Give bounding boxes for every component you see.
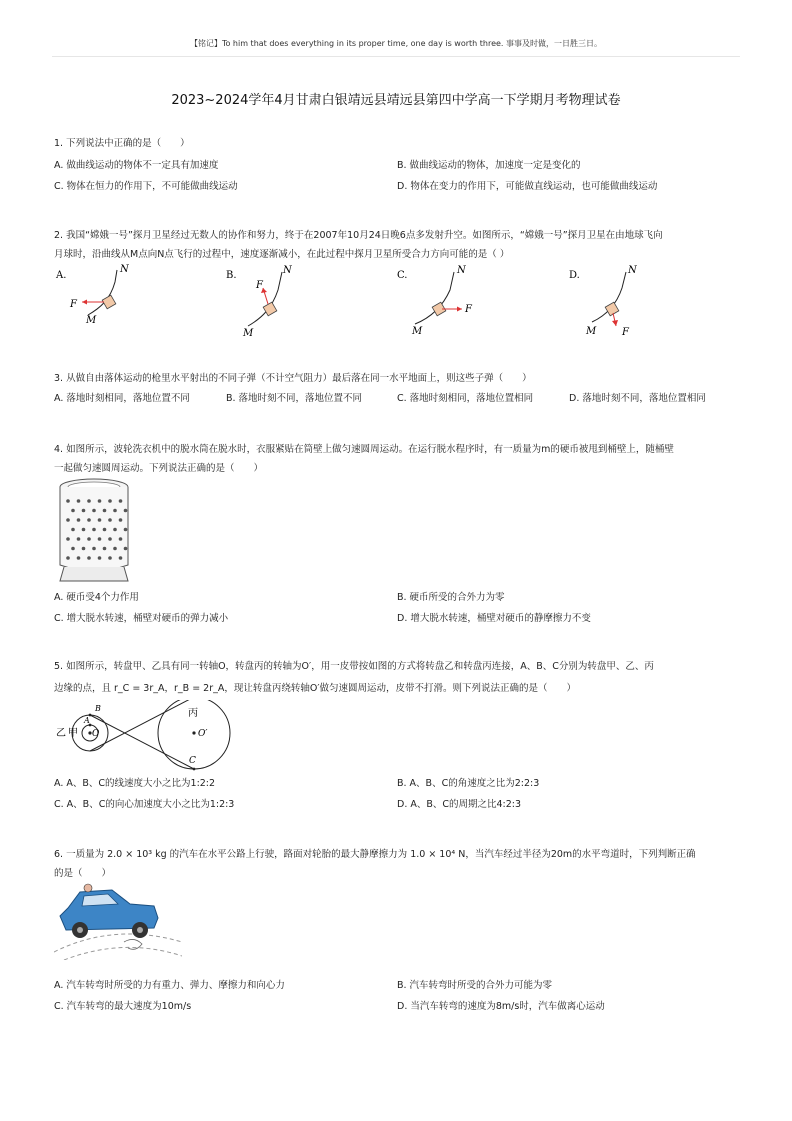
drum-hole bbox=[124, 547, 128, 551]
drum-hole bbox=[98, 499, 102, 503]
q6-option-d: D. 当汽车转弯的速度为8m/s时，汽车做离心运动 bbox=[397, 1001, 605, 1012]
drum-hole bbox=[103, 509, 107, 513]
label-o: O bbox=[92, 729, 100, 739]
q5-option-a: A. A、B、C的线速度大小之比为1:2:2 bbox=[54, 778, 216, 789]
q2-label-b: B. bbox=[226, 270, 237, 281]
drum-hole bbox=[98, 537, 102, 541]
drum-hole bbox=[87, 537, 91, 541]
q6-option-a: A. 汽车转弯时所受的力有重力、弹力、摩擦力和向心力 bbox=[54, 980, 285, 991]
drum-hole bbox=[113, 528, 117, 532]
q4-stem-line1: 4. 如图所示，波轮洗衣机中的脱水筒在脱水时，衣服紧贴在筒壁上做匀速圆周运动。在运行脱水程序时，有一质量为m的硬币被甩到桶壁上，随桶壁 bbox=[54, 444, 674, 455]
trajectory-curve-a bbox=[88, 270, 117, 315]
header-motto: 【铭记】To him that does everything in its proper time, one day is worth three. 事事及时做，一日胜三日。 bbox=[189, 39, 603, 48]
drum-hole bbox=[66, 499, 70, 503]
q6-stem-line2: 的是（ ） bbox=[54, 868, 112, 879]
belt-cross-2 bbox=[90, 700, 194, 751]
point-n-d: N bbox=[628, 265, 637, 276]
label-yi: 乙 bbox=[56, 728, 66, 739]
car-on-curve-figure bbox=[54, 882, 182, 960]
drum-hole bbox=[119, 518, 123, 522]
q5-stem-line2: 边缘的点，且 r_C = 3r_A，r_B = 2r_A，现让转盘丙绕转轴O′做匀速圆周运动，皮带不打滑。则下列说法正确的是（ ） bbox=[54, 683, 577, 694]
q1-option-a: A. 做曲线运动的物体不一定具有加速度 bbox=[54, 160, 219, 171]
drum-hole bbox=[71, 528, 75, 532]
point-n-b: N bbox=[283, 265, 292, 276]
hubcap-rear bbox=[77, 927, 83, 933]
drum-hole bbox=[124, 528, 128, 532]
drum-hole bbox=[66, 537, 70, 541]
drum-hole bbox=[87, 518, 91, 522]
q2-figure-a bbox=[55, 264, 130, 326]
drum-hole bbox=[77, 518, 81, 522]
drum-hole bbox=[77, 537, 81, 541]
q5-option-d: D. A、B、C的周期之比4:2:3 bbox=[397, 799, 522, 810]
drum-hole bbox=[108, 518, 112, 522]
q6-stem-line1: 6. 一质量为 2.0 × 10³ kg 的汽车在水平公路上行驶，路面对轮胎的最大静摩擦力为 1.0 × 10⁴ N，当汽车经过半径为20m的水平弯道时，下列判断正确 bbox=[54, 849, 696, 860]
trajectory-curve-c bbox=[415, 272, 454, 324]
drum-hole bbox=[113, 509, 117, 513]
drum-hole bbox=[92, 509, 96, 513]
trajectory-curve-b bbox=[248, 272, 282, 326]
drum-hole bbox=[124, 509, 128, 513]
drum-hole bbox=[71, 509, 75, 513]
road-curve-inner bbox=[64, 947, 182, 960]
q3-option-c: C. 落地时刻相同，落地位置相同 bbox=[397, 393, 534, 404]
q2-label-d: D. bbox=[569, 270, 580, 281]
axis-o-prime-dot bbox=[192, 731, 195, 734]
q2-label-c: C. bbox=[397, 270, 408, 281]
drum-hole bbox=[82, 547, 86, 551]
drum-hole bbox=[108, 556, 112, 560]
point-n-c: N bbox=[457, 265, 466, 276]
hubcap-front bbox=[137, 927, 143, 933]
pulley-belt-figure bbox=[52, 700, 232, 772]
drum-hole bbox=[66, 518, 70, 522]
drum-hole bbox=[103, 547, 107, 551]
q5-option-c: C. A、B、C的向心加速度大小之比为1:2:3 bbox=[54, 799, 235, 810]
drum-hole bbox=[82, 528, 86, 532]
force-f-b: F bbox=[256, 280, 263, 291]
q5-option-b: B. A、B、C的角速度之比为2:2:3 bbox=[397, 778, 540, 789]
force-arrowhead-a bbox=[82, 300, 87, 305]
drum-hole bbox=[113, 547, 117, 551]
force-arrowhead-d bbox=[612, 320, 618, 326]
drum-hole bbox=[108, 499, 112, 503]
drum-hole bbox=[92, 547, 96, 551]
drum-hole bbox=[87, 499, 91, 503]
road-curve-outer bbox=[54, 934, 182, 952]
label-o-prime: O′ bbox=[198, 729, 208, 739]
q6-option-b: B. 汽车转弯时所受的合外力可能为零 bbox=[397, 980, 553, 991]
drum-base bbox=[60, 567, 128, 581]
q2-figures bbox=[0, 260, 792, 340]
q3-stem: 3. 从做自由落体运动的枪里水平射出的不同子弹（不计空气阻力）最后落在同一水平地面上，则这些子弹（ ） bbox=[54, 373, 532, 384]
q4-option-d: D. 增大脱水转速，桶壁对硬币的静摩擦力不变 bbox=[397, 613, 591, 624]
drum-hole bbox=[98, 518, 102, 522]
label-jia: 甲 bbox=[68, 728, 78, 739]
drum-hole bbox=[77, 499, 81, 503]
q2-stem-line2: 月球时，沿曲线从M点向N点飞行的过程中，速度逐渐减小，在此过程中探月卫星所受合力方向可能的是（ ） bbox=[54, 249, 510, 260]
satellite-a bbox=[102, 295, 116, 309]
driver-head bbox=[84, 884, 92, 892]
drum-hole bbox=[108, 537, 112, 541]
q3-option-a: A. 落地时刻相同，落地位置不同 bbox=[54, 393, 190, 404]
force-f-a: F bbox=[70, 299, 77, 310]
q2-figure-d bbox=[569, 265, 638, 338]
point-c-dot bbox=[193, 768, 196, 771]
spin-dryer-drum-figure bbox=[54, 477, 134, 585]
q3-option-b: B. 落地时刻不同，落地位置不同 bbox=[226, 393, 363, 404]
q1-option-b: B. 做曲线运动的物体，加速度一定是变化的 bbox=[397, 160, 581, 171]
q4-stem-line2: 一起做匀速圆周运动。下列说法正确的是（ ） bbox=[54, 463, 264, 474]
q4-option-b: B. 硬币所受的合外力为零 bbox=[397, 592, 505, 603]
drum-hole bbox=[119, 537, 123, 541]
q4-option-c: C. 增大脱水转速，桶壁对硬币的弹力减小 bbox=[54, 613, 229, 624]
satellite-b bbox=[263, 302, 277, 316]
force-arrowhead-c bbox=[457, 307, 462, 312]
drum-hole bbox=[66, 556, 70, 560]
drum-hole bbox=[82, 509, 86, 513]
force-f-d: F bbox=[622, 327, 629, 338]
drum-hole bbox=[92, 528, 96, 532]
drum-hole bbox=[103, 528, 107, 532]
point-m-d: M bbox=[586, 326, 597, 337]
q1-option-c: C. 物体在恒力的作用下，不可能做曲线运动 bbox=[54, 181, 238, 192]
drum-hole bbox=[119, 499, 123, 503]
q2-label-a: A. bbox=[56, 270, 67, 281]
q2-stem-line1: 2. 我国“嫦娥一号”探月卫星经过无数人的协作和努力，终于在2007年10月24日晚6点多发射升空。如图所示，“嫦娥一号”探月卫星在由地球飞向 bbox=[54, 230, 663, 241]
q1-stem: 1. 下列说法中正确的是（ ） bbox=[54, 138, 190, 149]
drum-hole bbox=[77, 556, 81, 560]
satellite-d bbox=[605, 302, 619, 316]
force-f-c: F bbox=[465, 304, 472, 315]
drum-hole bbox=[71, 547, 75, 551]
point-n-a: N bbox=[120, 264, 129, 275]
q5-stem-line1: 5. 如图所示，转盘甲、乙具有同一转轴O，转盘丙的转轴为O′，用一皮带按如图的方式将转盘乙和转盘丙连接，A、B、C分别为转盘甲、乙、丙 bbox=[54, 661, 654, 672]
header-divider bbox=[52, 56, 740, 57]
q4-option-a: A. 硬币受4个力作用 bbox=[54, 592, 139, 603]
page-title: 2023~2024学年4月甘肃白银靖远县靖远县第四中学高一下学期月考物理试卷 bbox=[171, 93, 621, 108]
point-m-a: M bbox=[86, 315, 97, 326]
label-a: A bbox=[84, 716, 90, 725]
q3-option-d: D. 落地时刻不同，落地位置相同 bbox=[569, 393, 706, 404]
q1-option-d: D. 物体在变力的作用下，可能做直线运动，也可能做曲线运动 bbox=[397, 181, 658, 192]
q2-figure-c bbox=[397, 265, 473, 337]
drum-hole bbox=[98, 556, 102, 560]
point-m-c: M bbox=[412, 326, 423, 337]
drum-hole bbox=[87, 556, 91, 560]
label-b: B bbox=[95, 704, 101, 713]
point-m-b: M bbox=[243, 328, 254, 339]
label-bing: 丙 bbox=[188, 708, 198, 719]
drum-hole bbox=[119, 556, 123, 560]
label-c: C bbox=[189, 756, 196, 766]
q6-option-c: C. 汽车转弯的最大速度为10m/s bbox=[54, 1001, 192, 1012]
q2-figure-b bbox=[226, 265, 293, 339]
